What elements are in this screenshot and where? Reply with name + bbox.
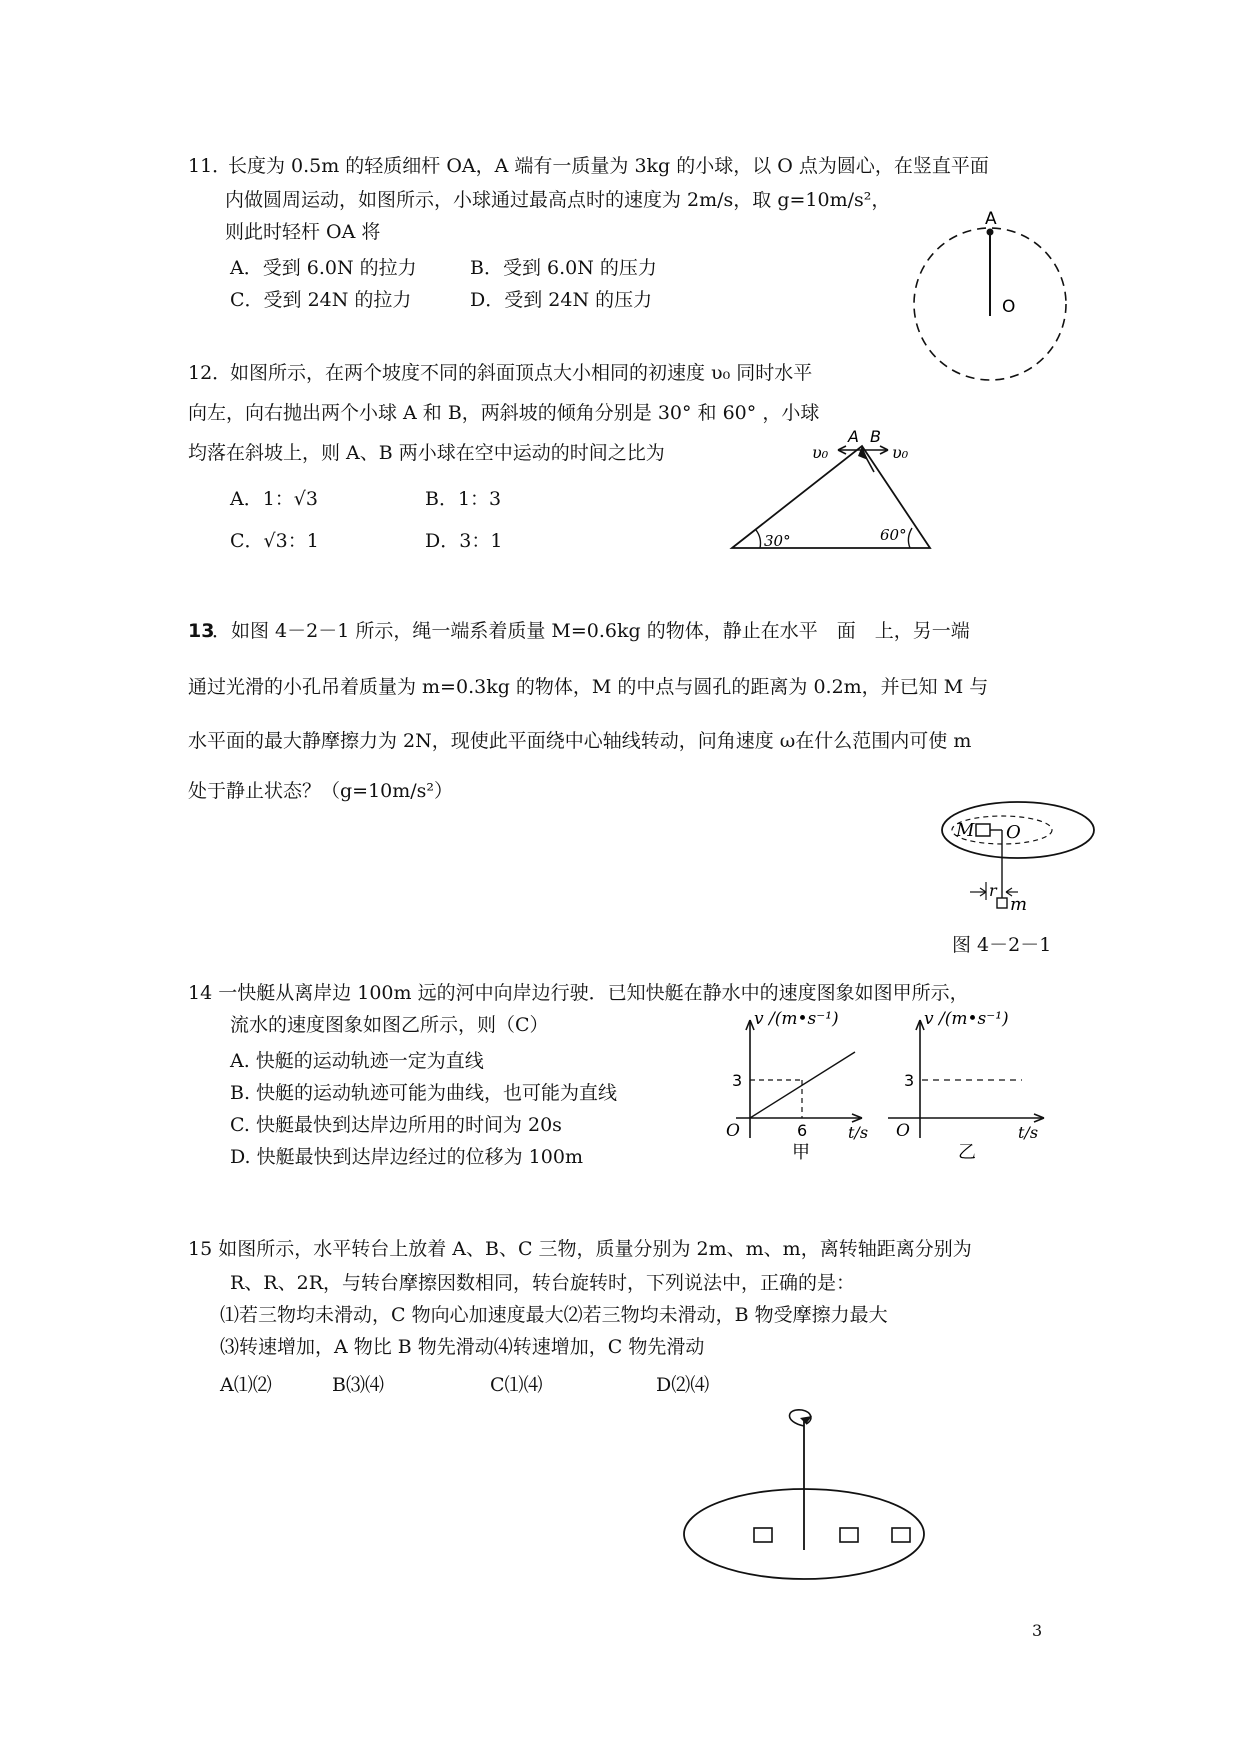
q15-block-a — [754, 1528, 772, 1542]
q15-block-b — [840, 1528, 858, 1542]
q12-v-left: υ₀ — [812, 443, 829, 462]
q14-option-c: C. 快艇最快到达岸边所用的时间为 20s — [230, 1114, 562, 1136]
q13-label-m: m — [1010, 894, 1028, 915]
q14-yi-caption: 乙 — [958, 1142, 976, 1163]
q12-line3: 均落在斜坡上，则 A、B 两小球在空中运动的时间之比为 — [188, 442, 665, 464]
q13-line1: ．如图 4－2－1 所示，绳一端系着质量 M=0.6kg 的物体，静止在水平 面 上，另一端 — [212, 620, 970, 642]
page-number: 3 — [1032, 1621, 1043, 1640]
q12-option-b: B．1：3 — [425, 488, 502, 510]
q12-v-right: υ₀ — [892, 443, 909, 462]
q15-option-b: B⑶⑷ — [332, 1374, 384, 1396]
q14-yi-ylabel: v /(m•s⁻¹) — [924, 1009, 1009, 1029]
q11-line2: 内做圆周运动，如图所示，小球通过最高点时的速度为 2m/s，取 g=10m/s²， — [225, 189, 891, 211]
q15-option-d: D⑵⑷ — [656, 1374, 710, 1396]
q12-option-c: C．√3：1 — [230, 530, 319, 552]
q15-option-a: A⑴⑵ — [220, 1374, 272, 1396]
q11-ball — [987, 229, 994, 236]
q14-jia-y-tick: 3 — [732, 1071, 743, 1090]
q14-jia-ylabel: v /(m•s⁻¹) — [754, 1009, 839, 1029]
q13-number: 13 — [188, 620, 215, 642]
q12-angle-left: 30° — [764, 532, 791, 550]
q11-option-d: D．受到 24N 的压力 — [470, 289, 653, 311]
q14-option-a: A. 快艇的运动轨迹一定为直线 — [230, 1050, 484, 1072]
q13-line2: 通过光滑的小孔吊着质量为 m=0.3kg 的物体，M 的中点与圆孔的距离为 0.2m，并已知 M 与 — [188, 676, 989, 698]
q11-number: 11． — [188, 155, 232, 177]
q13-block-m-small — [997, 898, 1007, 908]
q14-jia-origin: O — [726, 1121, 740, 1141]
q15-line2: R、R、2R，与转台摩擦因数相同，转台旋转时，下列说法中，正确的是： — [230, 1272, 856, 1294]
q15-line3: ⑴若三物均未滑动，C 物向心加速度最大⑵若三物均未滑动，B 物受摩擦力最大 — [220, 1304, 888, 1326]
q14-graph-yi — [882, 1009, 1052, 1163]
q13-turntable-figure — [940, 800, 1120, 920]
q14-jia-caption: 甲 — [792, 1142, 810, 1163]
q13-label-r: r — [989, 881, 997, 900]
q11-line3: 则此时轻杆 OA 将 — [225, 221, 381, 243]
q11-line1: 长度为 0.5m 的轻质细杆 OA，A 端有一质量为 3kg 的小球，以 O 点为圆心，在竖直平面 — [228, 155, 989, 177]
q11-option-a: A．受到 6.0N 的拉力 — [230, 257, 417, 279]
q14-line2: 流水的速度图象如图乙所示，则（C） — [230, 1014, 549, 1036]
q15-option-c: C⑴⑷ — [490, 1374, 543, 1396]
q14-line1: 14 一快艇从离岸边 100m 远的河中向岸边行驶．已知快艇在静水中的速度图象如图甲所示， — [188, 982, 969, 1004]
q14-jia-xlabel: t/s — [848, 1123, 869, 1142]
q11-label-o: O — [1002, 297, 1016, 317]
q13-line3: 水平面的最大静摩擦力为 2N，现使此平面绕中心轴线转动，问角速度 ω在什么范围内可使 m — [188, 730, 972, 752]
q12-label-a: A — [848, 427, 859, 446]
q11-label-a: A — [985, 209, 997, 229]
q14-option-b: B. 快艇的运动轨迹可能为曲线，也可能为直线 — [230, 1082, 618, 1104]
q14-option-d: D. 快艇最快到达岸边经过的位移为 100m — [230, 1146, 583, 1168]
q14-graph-jia — [712, 1009, 872, 1163]
q11-circle-figure — [910, 209, 1080, 388]
q15-line1: 15 如图所示，水平转台上放着 A、B、C 三物，质量分别为 2m、m、m，离转轴距离分别为 — [188, 1238, 972, 1260]
q15-turntable-figure — [686, 1404, 946, 1584]
q13-label-O: O — [1006, 822, 1021, 843]
q12-line1: 如图所示，在两个坡度不同的斜面顶点大小相同的初速度 υ₀ 同时水平 — [230, 362, 813, 384]
q13-line4: 处于静止状态？（g=10m/s²） — [188, 780, 454, 802]
q12-angle-right: 60° — [880, 526, 907, 544]
q11-option-b: B．受到 6.0N 的压力 — [470, 257, 657, 279]
q12-number: 12． — [188, 362, 232, 384]
q14-jia-x-tick: 6 — [797, 1121, 808, 1140]
q14-yi-y-tick: 3 — [904, 1071, 915, 1090]
q12-label-b: B — [870, 427, 881, 446]
q12-slope-figure — [722, 428, 952, 558]
q11-option-c: C．受到 24N 的拉力 — [230, 289, 412, 311]
q12-option-a: A．1：√3 — [230, 488, 319, 510]
q15-block-c — [892, 1528, 910, 1542]
q14-yi-xlabel: t/s — [1018, 1123, 1039, 1142]
q14-yi-origin: O — [896, 1121, 910, 1141]
q12-option-d: D．3：1 — [425, 530, 503, 552]
q15-line4: ⑶转速增加，A 物比 B 物先滑动⑷转速增加，C 物先滑动 — [220, 1336, 705, 1358]
q13-block-m-large — [976, 824, 990, 836]
q12-line2: 向左，向右抛出两个小球 A 和 B，两斜坡的倾角分别是 30° 和 60° ，小球 — [188, 402, 820, 424]
q13-figure-caption: 图 4－2－1 — [952, 934, 1052, 956]
q13-label-M: M — [956, 820, 975, 841]
